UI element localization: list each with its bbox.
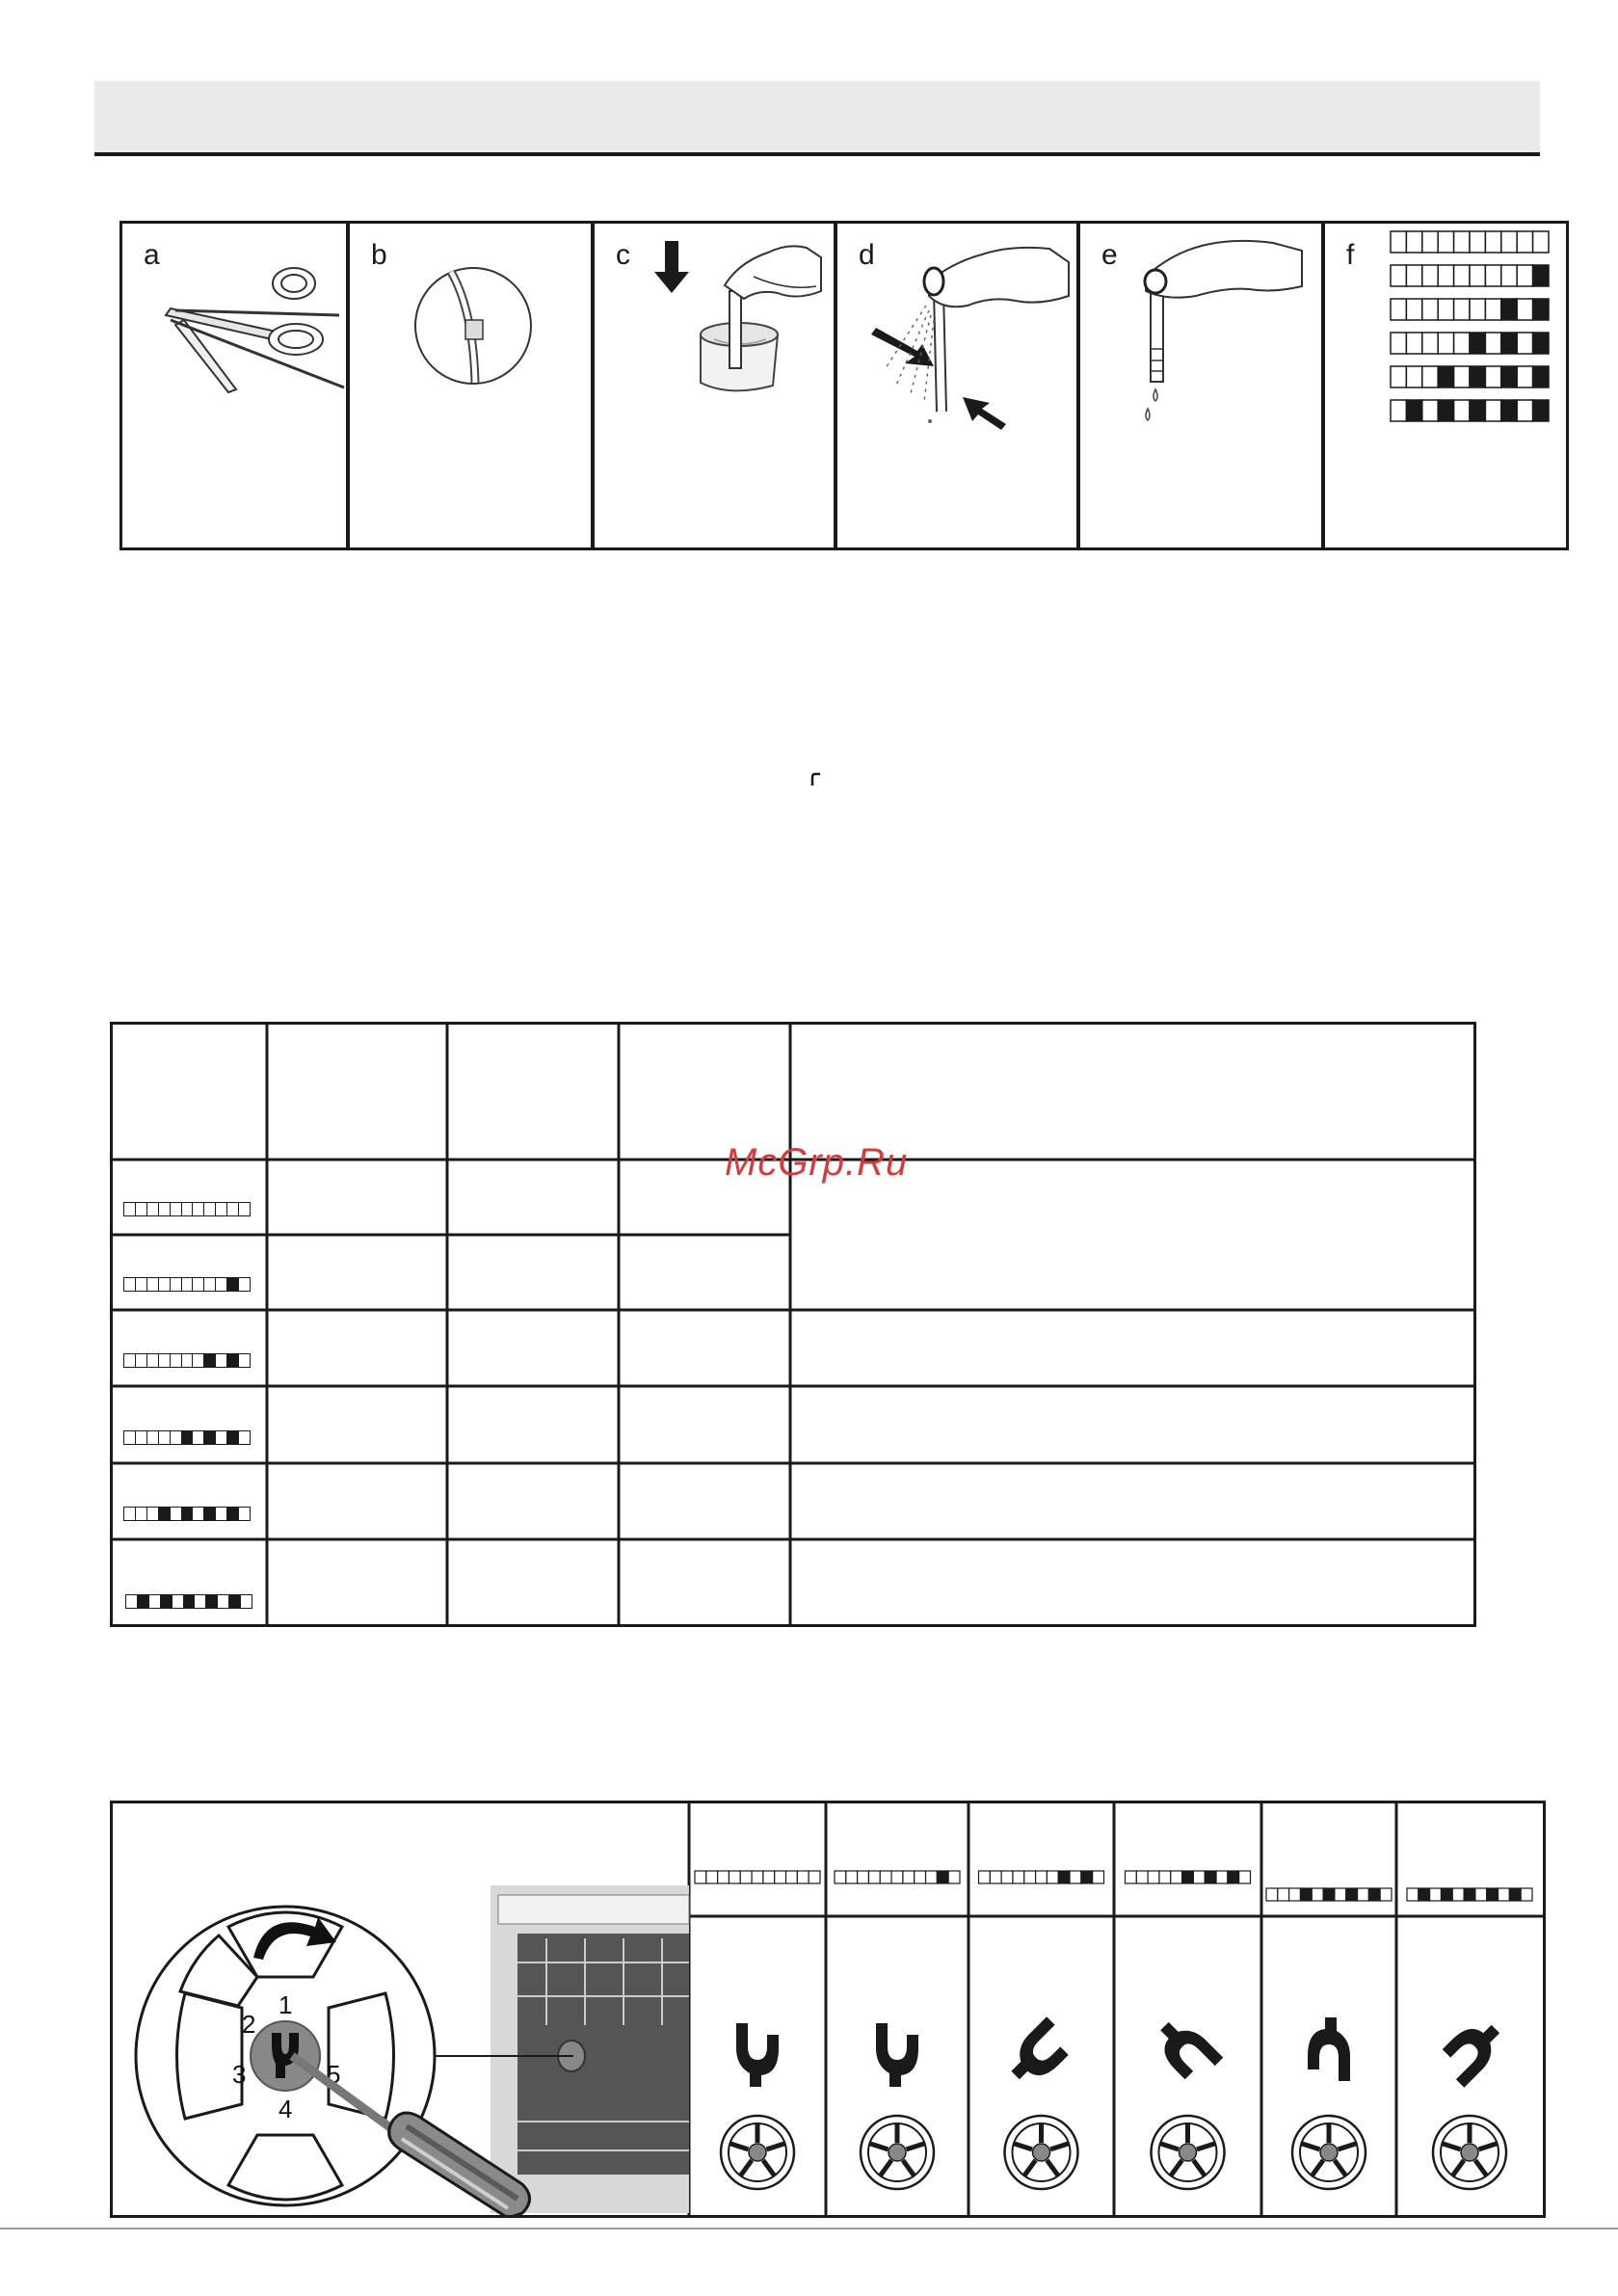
setting-strip-square	[1300, 1888, 1312, 1901]
scale-square	[1406, 231, 1421, 253]
strip-square	[181, 1203, 193, 1215]
strip-square	[146, 1354, 158, 1367]
strip-square	[183, 1595, 195, 1608]
scissors-icon	[122, 224, 349, 550]
strip-square	[194, 1595, 205, 1608]
scale-square	[1422, 400, 1438, 421]
strip-square	[146, 1278, 158, 1291]
setting-strip-square	[706, 1871, 718, 1883]
strip-square	[135, 1508, 146, 1520]
scale-square	[1391, 299, 1406, 320]
step-panel-b	[347, 221, 594, 550]
step-letter-d: d	[859, 239, 875, 271]
softener-setting-box	[110, 1801, 1546, 2218]
strip-square	[158, 1278, 170, 1291]
scale-square	[1501, 400, 1517, 421]
setting-strip-square	[809, 1871, 820, 1883]
strip-square	[181, 1278, 193, 1291]
setting-strip-square	[1312, 1888, 1323, 1901]
setting-strip-square	[1136, 1871, 1148, 1883]
setting-strip-square	[1499, 1888, 1510, 1901]
hardness-strip	[123, 1202, 251, 1216]
setting-strip-square	[1171, 1871, 1182, 1883]
setting-strip-square	[1036, 1871, 1048, 1883]
scale-square	[1501, 333, 1517, 354]
strip-square	[158, 1354, 170, 1367]
scale-square	[1438, 231, 1453, 253]
setting-strip-square	[1452, 1888, 1464, 1901]
scale-square	[1422, 366, 1438, 387]
svg-text:2: 2	[242, 2010, 256, 2039]
setting-strip-square	[1380, 1888, 1392, 1901]
setting-illustration	[113, 1803, 1543, 2215]
step-letter-f: f	[1346, 239, 1355, 271]
step-letter-a: a	[144, 239, 160, 271]
setting-strip-square	[1093, 1871, 1104, 1883]
strip-square	[124, 1508, 135, 1520]
scale-square	[1454, 231, 1470, 253]
setting-strip-square	[1126, 1871, 1137, 1883]
water-hardness-table	[110, 1022, 1476, 1627]
watermark: McGrp.Ru	[725, 1141, 909, 1184]
valve-position-icon	[1148, 2013, 1223, 2088]
setting-strip-square	[858, 1871, 869, 1883]
valve-position-icon	[1434, 2013, 1509, 2088]
scale-square	[1406, 400, 1421, 421]
scale-square	[1485, 400, 1500, 421]
strip-square	[135, 1203, 146, 1215]
setting-strip-square	[1368, 1888, 1380, 1901]
strip-square	[158, 1203, 170, 1215]
strip-square	[124, 1278, 135, 1291]
setting-strip-square	[729, 1871, 740, 1883]
step-panel-e	[1077, 221, 1324, 550]
strip-square	[192, 1354, 203, 1367]
strip-square	[192, 1508, 203, 1520]
setting-strip-square	[1148, 1871, 1159, 1883]
strip-square	[137, 1595, 148, 1608]
step-letter-c: c	[616, 239, 630, 271]
scale-square	[1406, 333, 1421, 354]
setting-strip-square	[1475, 1888, 1487, 1901]
scale-square	[1406, 299, 1421, 320]
setting-strip-square	[1205, 1871, 1216, 1883]
strip-square	[170, 1508, 181, 1520]
scale-square	[1454, 333, 1470, 354]
svg-text:4: 4	[279, 2095, 293, 2123]
setting-strip-square	[1289, 1888, 1301, 1901]
small-dial-icon	[1152, 2116, 1225, 2189]
scale-square	[1533, 366, 1549, 387]
step-letter-e: e	[1101, 239, 1118, 271]
scale-square	[1517, 299, 1532, 320]
setting-strip-square	[1070, 1871, 1081, 1883]
setting-strip-square	[1419, 1888, 1430, 1901]
strip-square	[238, 1431, 250, 1444]
hardness-strip	[123, 1430, 251, 1445]
setting-strip-square	[948, 1871, 960, 1883]
strip-square	[205, 1595, 217, 1608]
scale-square	[1533, 265, 1549, 286]
scale-square	[1533, 299, 1549, 320]
setting-strip-square	[1013, 1871, 1024, 1883]
scale-square	[1391, 231, 1406, 253]
svg-text:1: 1	[279, 1990, 293, 2019]
setting-strip-square	[1407, 1888, 1419, 1901]
strip-square	[148, 1595, 160, 1608]
setting-strip-square	[695, 1871, 706, 1883]
setting-strip-square	[1464, 1888, 1475, 1901]
scale-square	[1438, 265, 1453, 286]
svg-text:5: 5	[327, 2060, 341, 2089]
scale-square	[1438, 333, 1453, 354]
strip-square	[217, 1595, 228, 1608]
header-band	[94, 81, 1540, 154]
strip-square	[181, 1431, 193, 1444]
strip-square	[170, 1278, 181, 1291]
strip-square	[146, 1508, 158, 1520]
scale-square	[1533, 333, 1549, 354]
setting-strip-square	[1441, 1888, 1452, 1901]
strip-square	[203, 1203, 215, 1215]
scale-square	[1454, 265, 1470, 286]
strip-square	[226, 1508, 238, 1520]
setting-strip-square	[1239, 1871, 1251, 1883]
strip-square	[192, 1278, 203, 1291]
svg-text:3: 3	[232, 2060, 247, 2089]
softener-dial	[136, 1907, 435, 2205]
scale-square	[1454, 400, 1470, 421]
strip-square	[172, 1595, 183, 1608]
setting-strip-square	[1323, 1888, 1335, 1901]
header-rule	[94, 152, 1540, 156]
scale-square	[1406, 366, 1421, 387]
setting-strip-square	[926, 1871, 938, 1883]
scale-square	[1438, 400, 1453, 421]
setting-strip-square	[1058, 1871, 1070, 1883]
corner-glyph-icon	[809, 771, 824, 787]
shake-strip-icon	[837, 224, 1079, 550]
scale-square	[1422, 265, 1438, 286]
scale-square	[1454, 366, 1470, 387]
strip-square	[135, 1431, 146, 1444]
strip-square	[238, 1203, 250, 1215]
strip-square	[126, 1595, 137, 1608]
strip-square	[215, 1278, 226, 1291]
test-strip-detail-icon	[350, 224, 594, 550]
strip-square	[203, 1431, 215, 1444]
strip-square	[203, 1354, 215, 1367]
scale-square	[1422, 231, 1438, 253]
scale-square	[1517, 231, 1532, 253]
setting-strip-square	[718, 1871, 729, 1883]
setting-strip-square	[1358, 1888, 1369, 1901]
scale-square	[1391, 333, 1406, 354]
strip-square	[124, 1203, 135, 1215]
scale-square	[1470, 299, 1485, 320]
strip-square	[192, 1203, 203, 1215]
valve-position-icon	[1001, 2016, 1076, 2092]
setting-strip-square	[1266, 1888, 1278, 1901]
strip-square	[170, 1431, 181, 1444]
setting-strip-square	[1024, 1871, 1036, 1883]
valve-position-icon	[1308, 2017, 1350, 2081]
small-dial-icon	[721, 2116, 794, 2189]
small-dial-icon	[1433, 2116, 1506, 2189]
scale-square	[1501, 299, 1517, 320]
scale-square	[1391, 400, 1406, 421]
step-panel-f	[1322, 221, 1569, 550]
strip-square	[124, 1354, 135, 1367]
scale-square	[1422, 299, 1438, 320]
scale-square	[1517, 265, 1532, 286]
setting-strip-square	[752, 1871, 763, 1883]
small-dial-icon	[1292, 2116, 1366, 2189]
setting-strip-square	[1278, 1888, 1289, 1901]
scale-square	[1422, 333, 1438, 354]
strip-square	[135, 1354, 146, 1367]
setting-strip-square	[1216, 1871, 1228, 1883]
step-panel-d	[835, 221, 1079, 550]
step-letter-b: b	[371, 239, 387, 271]
strip-square	[203, 1508, 215, 1520]
setting-strip-square	[1182, 1871, 1194, 1883]
dip-strip-icon	[595, 224, 836, 550]
step-panel-c	[592, 221, 836, 550]
setting-strip-square	[1193, 1871, 1205, 1883]
scale-square	[1470, 400, 1485, 421]
scale-square	[1438, 366, 1453, 387]
scale-square	[1470, 366, 1485, 387]
setting-strip-square	[1335, 1888, 1346, 1901]
hardness-strip	[123, 1353, 251, 1368]
strip-square	[215, 1203, 226, 1215]
scale-square	[1470, 333, 1485, 354]
setting-strip-square	[775, 1871, 786, 1883]
scale-square	[1533, 400, 1549, 421]
scale-square	[1517, 366, 1532, 387]
setting-strip-square	[763, 1871, 775, 1883]
scale-square	[1391, 265, 1406, 286]
strip-square	[170, 1354, 181, 1367]
scale-square	[1470, 265, 1485, 286]
strip-square	[238, 1508, 250, 1520]
hardness-strip	[123, 1277, 251, 1292]
setting-strip-square	[1509, 1888, 1521, 1901]
strip-square	[226, 1278, 238, 1291]
strip-square	[215, 1354, 226, 1367]
setting-strip-square	[846, 1871, 858, 1883]
setting-strip-square	[891, 1871, 903, 1883]
strip-square	[146, 1203, 158, 1215]
scale-square	[1454, 299, 1470, 320]
small-dial-icon	[1005, 2116, 1078, 2189]
setting-strip-square	[1001, 1871, 1013, 1883]
valve-position-icon	[876, 2023, 918, 2087]
setting-strip-square	[1430, 1888, 1442, 1901]
setting-strip-square	[1047, 1871, 1058, 1883]
scale-square	[1517, 400, 1532, 421]
scale-square	[1485, 366, 1500, 387]
strip-square	[135, 1278, 146, 1291]
scale-square	[1485, 265, 1500, 286]
valve-position-icon	[736, 2023, 779, 2087]
strip-square	[238, 1354, 250, 1367]
setting-strip-square	[979, 1871, 991, 1883]
strip-square	[226, 1203, 238, 1215]
scale-square	[1391, 366, 1406, 387]
footer-rule	[0, 2228, 1618, 2229]
scale-square	[1406, 265, 1421, 286]
setting-strip-square	[880, 1871, 891, 1883]
strip-square	[215, 1431, 226, 1444]
scale-square	[1517, 333, 1532, 354]
strip-square	[181, 1354, 193, 1367]
setting-strip-square	[740, 1871, 752, 1883]
hardness-strip	[125, 1594, 252, 1609]
strip-square	[158, 1431, 170, 1444]
setting-strip-square	[990, 1871, 1001, 1883]
setting-strip-square	[797, 1871, 809, 1883]
strip-square	[203, 1278, 215, 1291]
dishwasher-interior	[491, 1885, 689, 2213]
scale-square	[1470, 231, 1485, 253]
strip-square	[146, 1431, 158, 1444]
scale-square	[1501, 231, 1517, 253]
strip-square	[181, 1508, 193, 1520]
setting-strip-square	[903, 1871, 915, 1883]
strip-square	[226, 1431, 238, 1444]
strip-square	[228, 1595, 240, 1608]
setting-strip-square	[1081, 1871, 1093, 1883]
strip-square	[160, 1595, 172, 1608]
scale-square	[1485, 299, 1500, 320]
hold-strip-icon	[1080, 224, 1324, 550]
strip-square	[192, 1431, 203, 1444]
setting-strip-square	[786, 1871, 798, 1883]
setting-strip-square	[868, 1871, 880, 1883]
setting-strip-square	[1228, 1871, 1239, 1883]
setting-strip-square	[915, 1871, 926, 1883]
setting-strip-square	[1487, 1888, 1499, 1901]
scale-square	[1501, 366, 1517, 387]
strip-square	[215, 1508, 226, 1520]
strip-square	[240, 1595, 252, 1608]
strip-square	[124, 1431, 135, 1444]
scale-square	[1485, 231, 1500, 253]
hardness-strip	[123, 1507, 251, 1521]
strip-square	[226, 1354, 238, 1367]
strip-square	[238, 1278, 250, 1291]
small-dial-icon	[861, 2116, 934, 2189]
setting-strip-square	[1521, 1888, 1532, 1901]
strip-square	[158, 1508, 170, 1520]
setting-strip-square	[937, 1871, 948, 1883]
scale-square	[1438, 299, 1453, 320]
strip-square	[170, 1203, 181, 1215]
setting-strip-square	[1159, 1871, 1171, 1883]
color-scale-icon	[1325, 224, 1569, 550]
setting-strip-square	[1346, 1888, 1358, 1901]
step-panel-a	[119, 221, 349, 550]
scale-square	[1501, 265, 1517, 286]
scale-square	[1533, 231, 1549, 253]
table-grid	[110, 1022, 1476, 1627]
scale-square	[1485, 333, 1500, 354]
setting-strip-square	[835, 1871, 846, 1883]
